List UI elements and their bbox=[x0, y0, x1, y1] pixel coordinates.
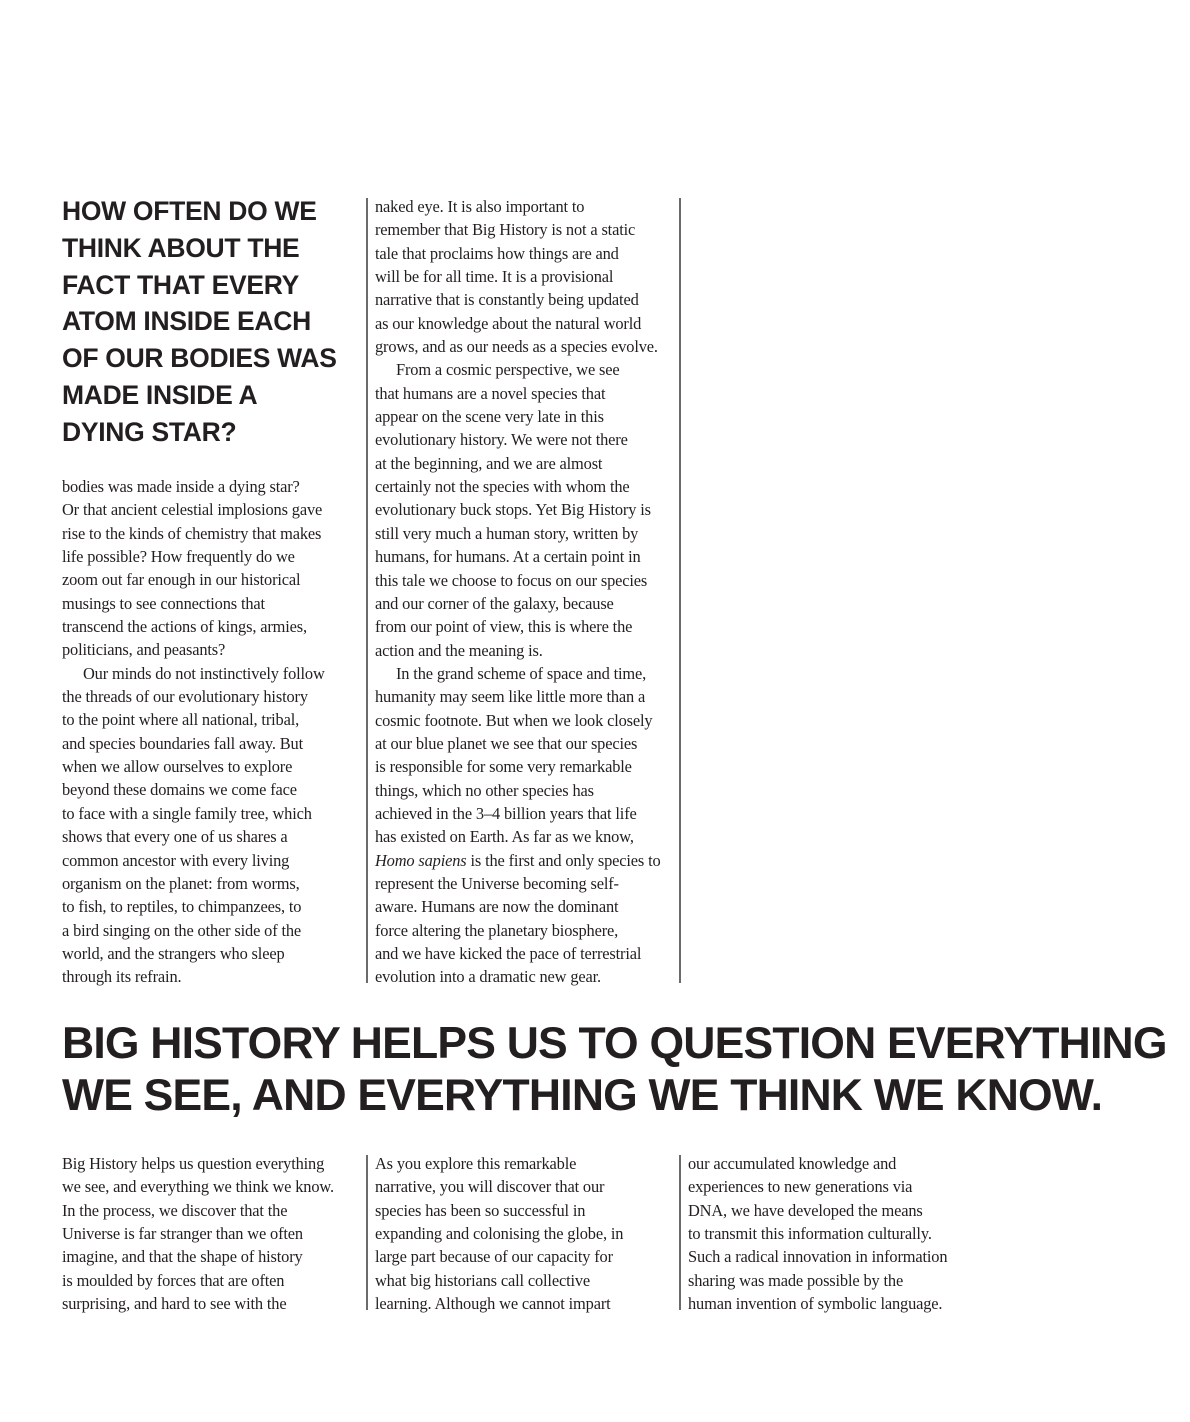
pull-quote-line: FACT THAT EVERY bbox=[62, 269, 299, 300]
text-line: expanding and colonising the globe, in bbox=[375, 1224, 624, 1244]
text-line: large part because of our capacity for bbox=[375, 1247, 613, 1267]
text-line: from our point of view, this is where the bbox=[375, 617, 633, 637]
text-line: to face with a single family tree, which bbox=[62, 803, 312, 823]
italic-term: Homo sapiens bbox=[375, 850, 467, 870]
text-line: when we allow ourselves to explore bbox=[62, 757, 293, 777]
text-line-rest: is the first and only species to bbox=[470, 850, 661, 870]
text-line: what big historians call collective bbox=[375, 1270, 591, 1290]
pull-quote-line: MADE INSIDE A bbox=[62, 379, 258, 410]
text-line: our accumulated knowledge and bbox=[688, 1154, 897, 1173]
text-line: Universe is far stranger than we often bbox=[62, 1224, 303, 1244]
text-line: experiences to new generations via bbox=[688, 1177, 913, 1197]
text-line: to fish, to reptiles, to chimpanzees, to bbox=[62, 897, 302, 917]
text-line: this tale we choose to focus on our species bbox=[375, 570, 648, 590]
text-line: life possible? How frequently do we bbox=[62, 547, 295, 567]
text-line: we see, and everything we think we know. bbox=[62, 1177, 334, 1197]
text-line: common ancestor with every living bbox=[62, 850, 290, 870]
text-line: and species boundaries fall away. But bbox=[62, 733, 303, 753]
text-line: still very much a human story, written by bbox=[375, 523, 639, 543]
text-line: has existed on Earth. As far as we know, bbox=[375, 827, 634, 847]
pull-quote-line: ATOM INSIDE EACH bbox=[62, 306, 311, 337]
text-line: rise to the kinds of chemistry that makes bbox=[62, 523, 322, 543]
text-line: cosmic footnote. But when we look closely bbox=[375, 710, 653, 730]
text-line: species has been so successful in bbox=[375, 1200, 586, 1220]
text-line: evolutionary history. We were not there bbox=[375, 430, 628, 450]
text-line: imagine, and that the shape of history bbox=[62, 1247, 303, 1267]
text-line: humanity may seem like little more than a bbox=[375, 687, 646, 707]
text-line: As you explore this remarkable bbox=[375, 1154, 577, 1173]
text-line: transcend the actions of kings, armies, bbox=[62, 617, 307, 637]
pull-quote-line: OF OUR BODIES WAS bbox=[62, 343, 337, 374]
text-line: evolution into a dramatic new gear. bbox=[375, 967, 601, 987]
text-line: DNA, we have developed the means bbox=[688, 1200, 923, 1220]
text-line: appear on the scene very late in this bbox=[375, 407, 604, 427]
text-line: achieved in the 3–4 billion years that life bbox=[375, 803, 637, 823]
pull-quote-line: HOW OFTEN DO WE bbox=[62, 196, 317, 226]
body-column-left bbox=[62, 475, 325, 989]
text-line: beyond these domains we come face bbox=[62, 780, 297, 800]
text-line: certainly not the species with whom the bbox=[375, 477, 630, 497]
text-line: Such a radical innovation in information bbox=[688, 1247, 948, 1267]
text-line: as our knowledge about the natural world bbox=[375, 313, 642, 333]
text-line: grows, and as our needs as a species evolve. bbox=[375, 337, 658, 357]
text-line: and we have kicked the pace of terrestrial bbox=[375, 944, 642, 963]
pull-quote bbox=[62, 193, 362, 451]
text-line: In the process, we discover that the bbox=[62, 1200, 288, 1220]
lower-column-3 bbox=[688, 1152, 947, 1315]
text-line: Big History helps us question everything bbox=[62, 1154, 325, 1173]
text-line: humans, for humans. At a certain point in bbox=[375, 547, 641, 567]
body-column-right bbox=[375, 195, 661, 989]
text-line: Our minds do not instinctively follow bbox=[83, 663, 325, 683]
text-line: shows that every one of us shares a bbox=[62, 827, 288, 847]
column-divider bbox=[679, 198, 681, 983]
text-line: action and the meaning is. bbox=[375, 640, 543, 660]
lower-column-2 bbox=[375, 1152, 623, 1315]
text-line: to transmit this information culturally. bbox=[688, 1224, 932, 1244]
text-line: zoom out far enough in our historical bbox=[62, 570, 301, 590]
text-line: musings to see connections that bbox=[62, 593, 265, 613]
text-line: the threads of our evolutionary history bbox=[62, 687, 308, 707]
text-line: narrative, you will discover that our bbox=[375, 1177, 605, 1197]
text-line: human invention of symbolic language. bbox=[688, 1294, 943, 1314]
text-line: learning. Although we cannot impart bbox=[375, 1294, 611, 1314]
text-line: is moulded by forces that are often bbox=[62, 1270, 285, 1290]
text-line: force altering the planetary biosphere, bbox=[375, 920, 619, 940]
text-line: and our corner of the galaxy, because bbox=[375, 593, 614, 613]
text-line: will be for all time. It is a provisional bbox=[375, 267, 614, 287]
text-line: aware. Humans are now the dominant bbox=[375, 897, 619, 917]
column-divider bbox=[366, 198, 368, 983]
text-line: politicians, and peasants? bbox=[62, 640, 226, 660]
text-line: bodies was made inside a dying star? bbox=[62, 477, 300, 496]
text-line: is responsible for some very remarkable bbox=[375, 757, 632, 777]
text-line: at our blue planet we see that our species bbox=[375, 733, 638, 753]
text-line: Or that ancient celestial implosions gave bbox=[62, 500, 323, 520]
headline-line-2: WE SEE, AND EVERYTHING WE THINK WE KNOW. bbox=[62, 1071, 1103, 1120]
text-line: through its refrain. bbox=[62, 967, 182, 987]
text-line: that humans are a novel species that bbox=[375, 383, 606, 403]
pull-quote-line: THINK ABOUT THE bbox=[62, 232, 300, 263]
lower-column-1 bbox=[62, 1152, 334, 1315]
text-line: to the point where all national, tribal, bbox=[62, 710, 300, 730]
text-line: remember that Big History is not a static bbox=[375, 220, 636, 240]
section-headline bbox=[62, 1018, 1167, 1122]
text-line: sharing was made possible by the bbox=[688, 1270, 904, 1290]
text-line: tale that proclaims how things are and bbox=[375, 243, 619, 263]
text-line bbox=[375, 849, 661, 872]
text-line: at the beginning, and we are almost bbox=[375, 453, 603, 473]
text-line: naked eye. It is also important to bbox=[375, 197, 585, 216]
text-line: a bird singing on the other side of the bbox=[62, 920, 302, 940]
text-line: narrative that is constantly being updated bbox=[375, 290, 639, 310]
text-line: represent the Universe becoming self- bbox=[375, 873, 619, 893]
text-line: evolutionary buck stops. Yet Big History is bbox=[375, 500, 651, 520]
column-divider bbox=[679, 1155, 681, 1310]
headline-line-1: BIG HISTORY HELPS US TO QUESTION EVERYTHING bbox=[62, 1019, 1167, 1068]
text-line: world, and the strangers who sleep bbox=[62, 943, 285, 963]
pull-quote-line: DYING STAR? bbox=[62, 416, 237, 447]
column-divider bbox=[366, 1155, 368, 1310]
text-line: In the grand scheme of space and time, bbox=[396, 663, 647, 683]
text-line: organism on the planet: from worms, bbox=[62, 873, 300, 893]
text-line: surprising, and hard to see with the bbox=[62, 1294, 287, 1314]
text-line: From a cosmic perspective, we see bbox=[396, 360, 620, 380]
text-line: things, which no other species has bbox=[375, 780, 594, 800]
